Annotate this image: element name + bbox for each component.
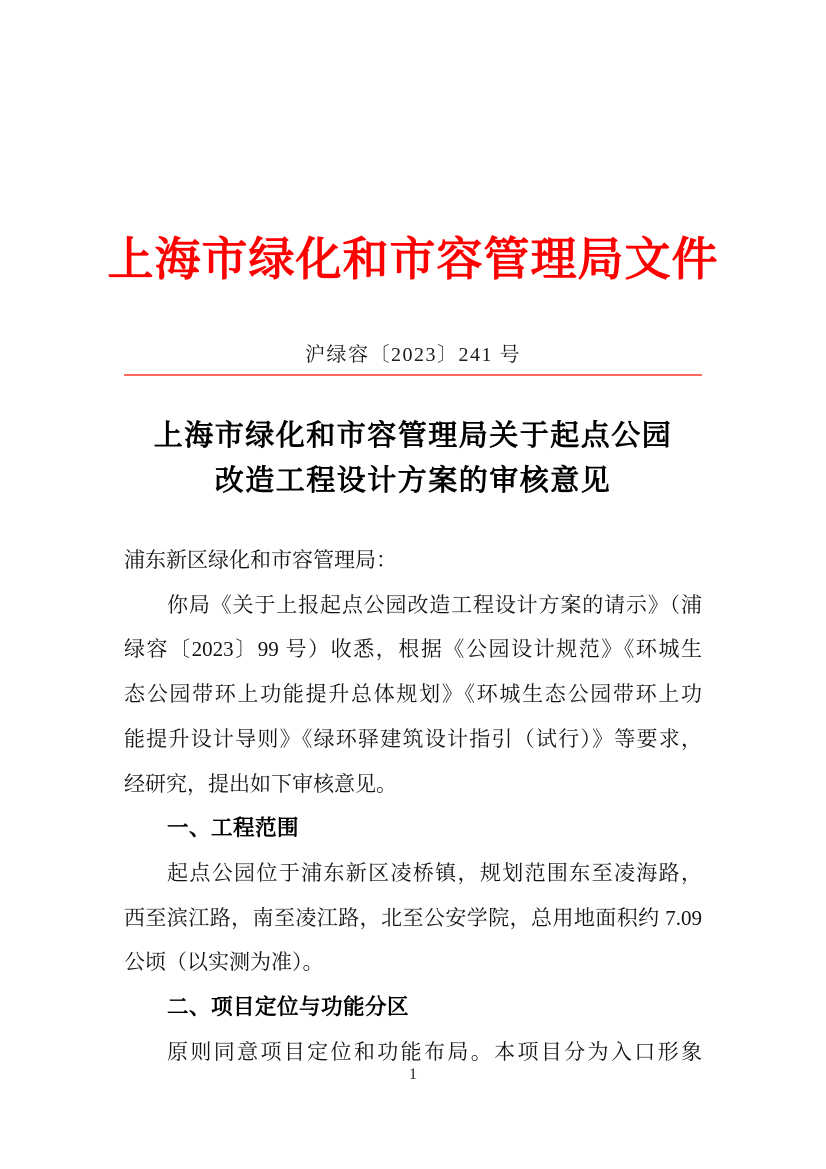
paragraph-line: 西至滨江路，南至凌江路，北至公安学院，总用地面积约 7.09	[124, 905, 702, 930]
paragraph-line: 经研究，提出如下审核意见。	[124, 771, 397, 796]
section-heading: 一、工程范围	[167, 816, 300, 841]
paragraph-line: 原则同意项目定位和功能布局。本项目分为入口形象	[167, 1039, 702, 1064]
document-number: 沪绿容〔2023〕241 号	[305, 344, 521, 366]
document-body	[124, 538, 702, 1074]
page-number: 1	[409, 1066, 417, 1083]
section-heading: 二、项目定位与功能分区	[167, 995, 410, 1020]
document-title	[0, 414, 826, 504]
letterhead-agency-title: 上海市绿化和市容管理局文件	[107, 234, 719, 285]
document-title-line-2: 改造工程设计方案的审核意见	[214, 465, 612, 497]
red-divider-line	[124, 374, 702, 376]
paragraph-line: 起点公园位于浦东新区凌桥镇，规划范围东至凌海路，	[167, 860, 702, 885]
paragraph-line: 态公园带环上功能提升总体规划》《环城生态公园带环上功	[124, 682, 702, 707]
paragraph-line: 公顷（以实测为准）。	[124, 950, 324, 975]
paragraph-line: 绿容〔2023〕99 号）收悉，根据《公园设计规范》《环城生	[124, 637, 702, 662]
salutation-line: 浦东新区绿化和市容管理局：	[124, 548, 397, 572]
paragraph-line: 能提升设计导则》《绿环驿建筑设计指引（试行）》等要求，	[124, 726, 702, 751]
document-title-line-1: 上海市绿化和市容管理局关于起点公园	[153, 420, 673, 452]
paragraph-line: 你局《关于上报起点公园改造工程设计方案的请示》（浦	[167, 592, 702, 617]
